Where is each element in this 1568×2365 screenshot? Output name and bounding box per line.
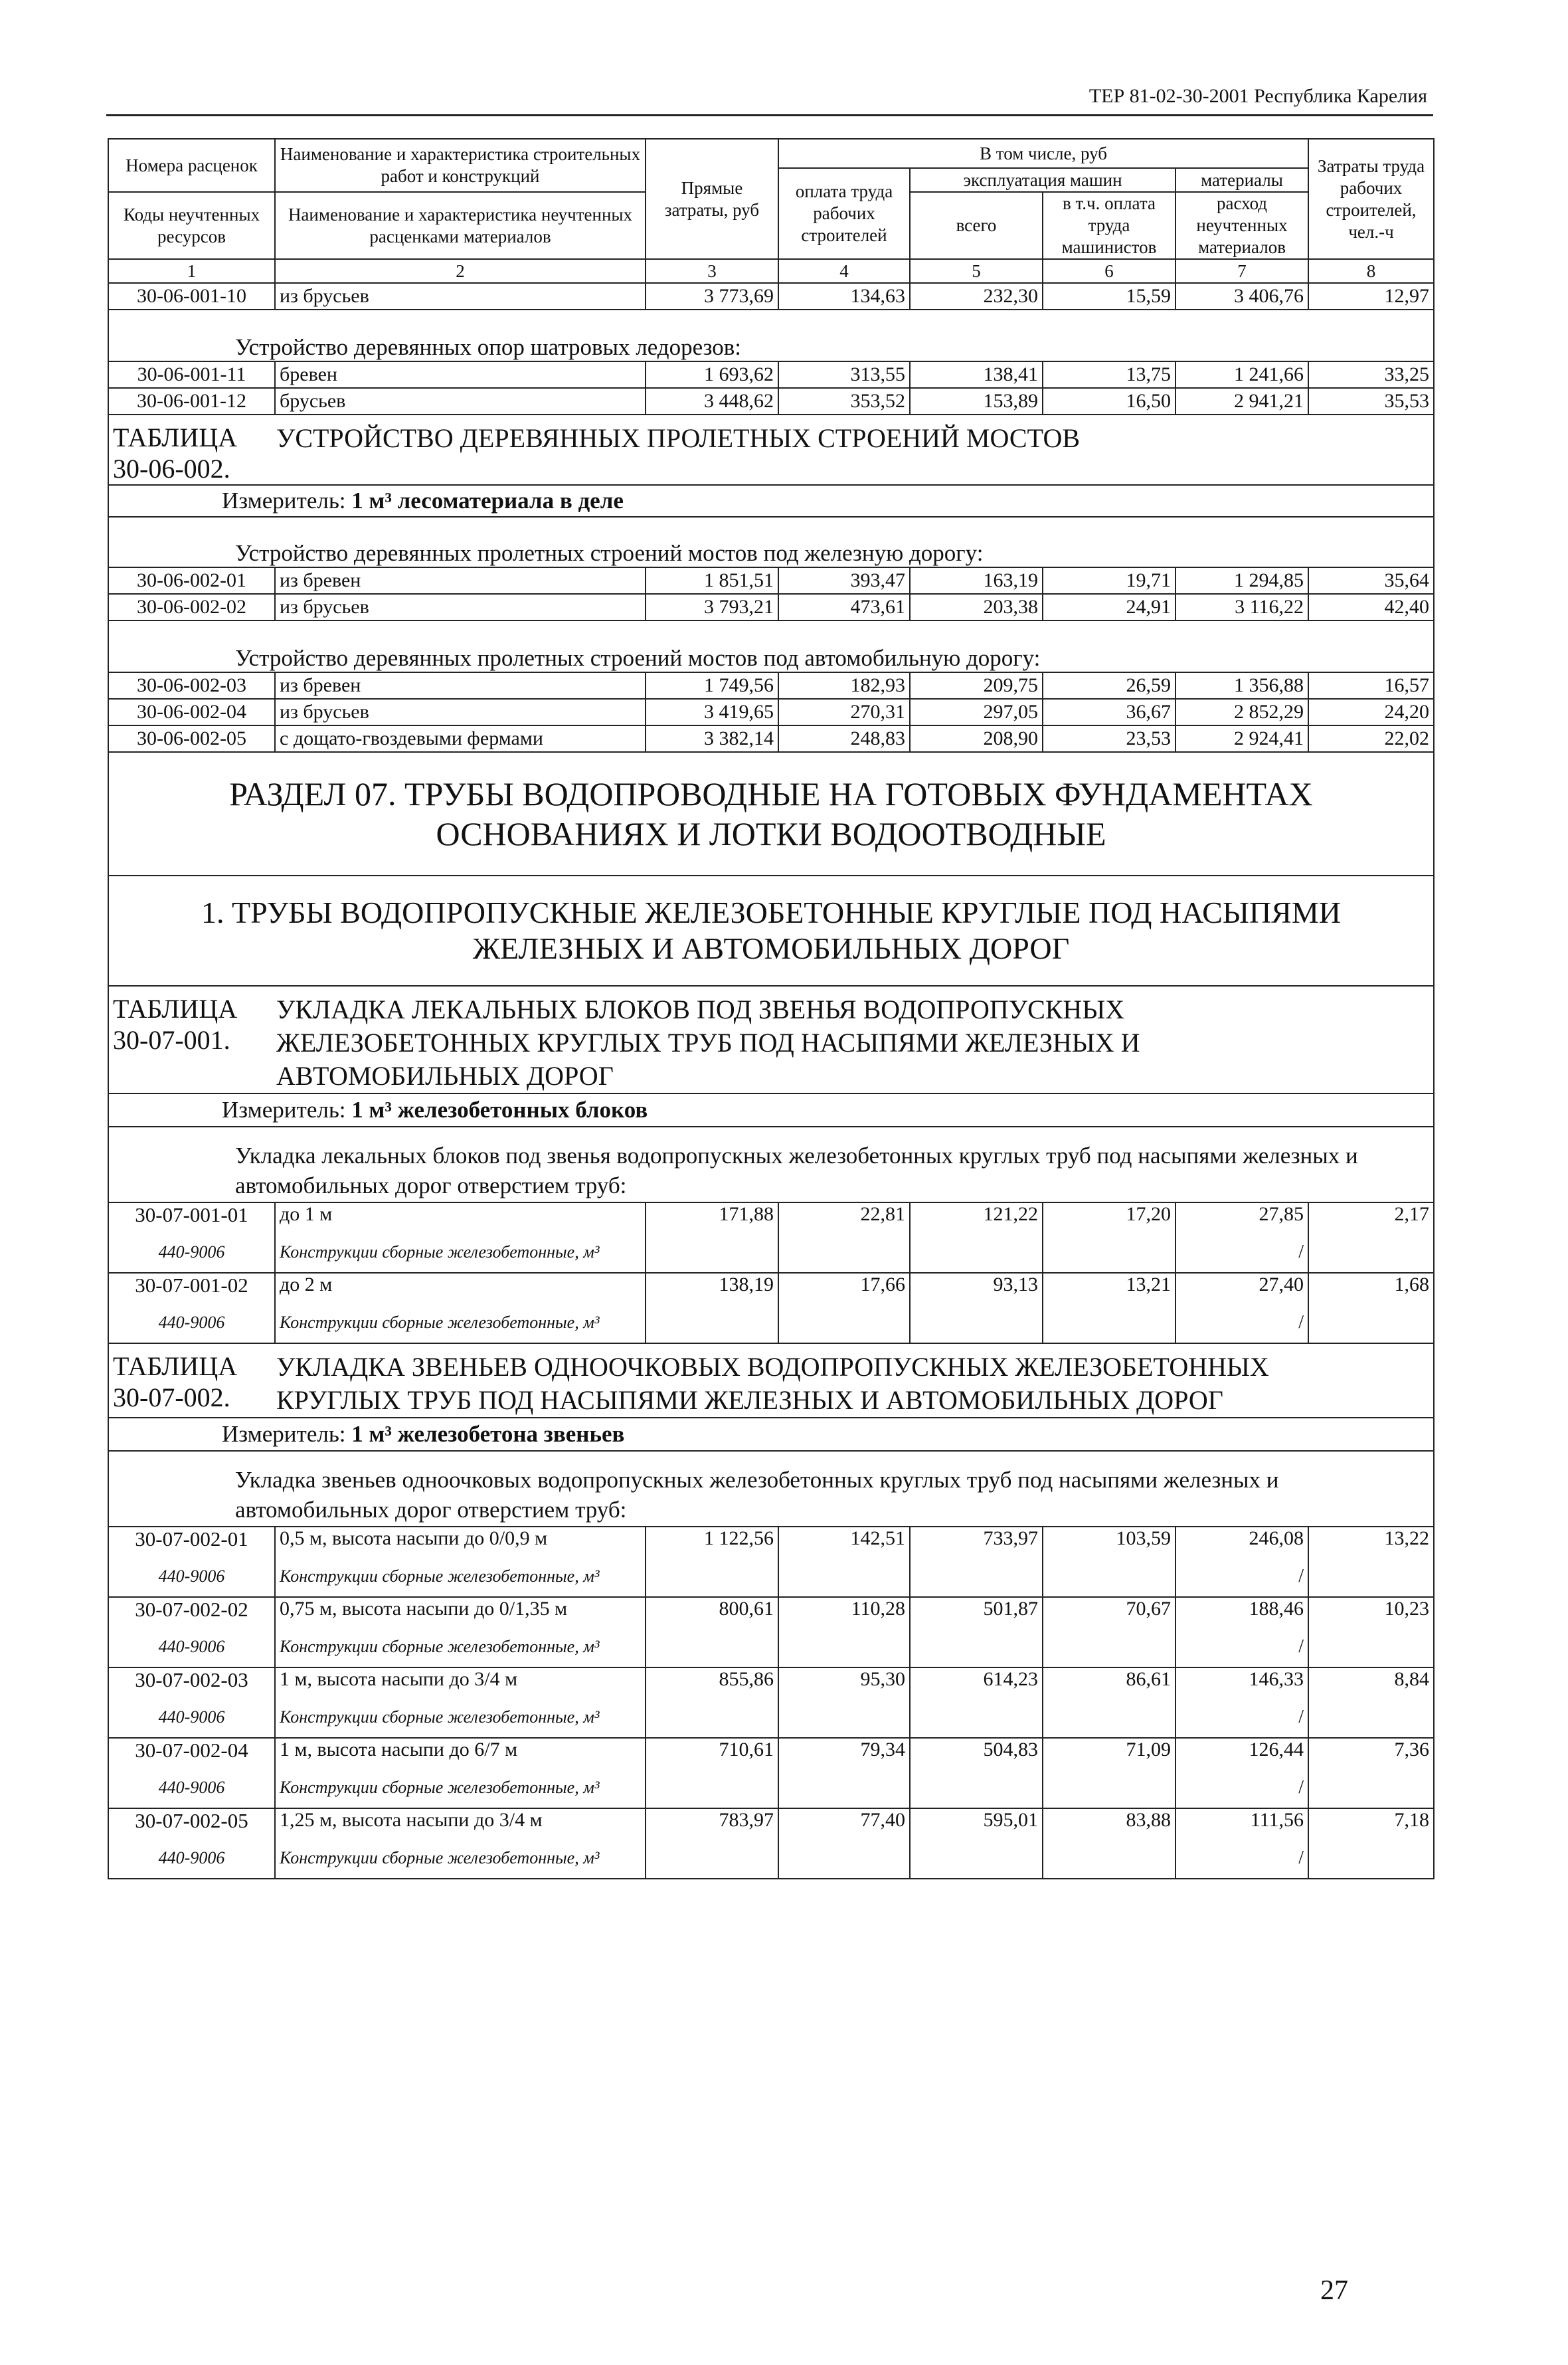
empty-cell xyxy=(646,1838,778,1879)
col-machines: эксплуатация машин xyxy=(910,168,1176,192)
materials: 111,56 xyxy=(1176,1808,1308,1838)
resource-usage: / xyxy=(1176,1232,1308,1273)
table-row xyxy=(108,1808,1434,1838)
empty-cell xyxy=(1043,1767,1176,1808)
page-number: 27 xyxy=(1320,2275,1348,2306)
meter-label: Измеритель: xyxy=(222,1421,346,1447)
empty-cell xyxy=(1043,1232,1176,1273)
materials: 1 294,85 xyxy=(1176,567,1308,594)
resource-code: 440-9006 xyxy=(108,1556,275,1597)
rate-code: 30-06-002-04 xyxy=(108,699,275,725)
column-numbers-row xyxy=(108,259,1434,283)
work-name: 0,75 м, высота насыпи до 0/1,35 м xyxy=(275,1597,646,1626)
resource-name: Конструкции сборные железобетонные, м³ xyxy=(275,1838,646,1879)
labor-hours: 1,68 xyxy=(1308,1273,1434,1302)
empty-cell xyxy=(646,1232,778,1273)
machines-total: 203,38 xyxy=(910,594,1043,620)
empty-cell xyxy=(910,1838,1043,1879)
direct-cost: 3 419,65 xyxy=(646,699,778,725)
machines-labor: 13,21 xyxy=(1043,1273,1176,1302)
direct-cost: 171,88 xyxy=(646,1202,778,1232)
table-row xyxy=(108,567,1434,594)
empty-cell xyxy=(910,1767,1043,1808)
col-name-top: Наименование и характеристика строительных работ и конструкций xyxy=(275,139,646,192)
machines-total: 733,97 xyxy=(910,1527,1043,1556)
labor-pay: 22,81 xyxy=(778,1202,910,1232)
materials: 2 941,21 xyxy=(1176,388,1308,415)
group-title: Укладка лекальных блоков под звенья водопропускных железобетонных круглых труб под насыпями железных и автомобильных дорог отверстием труб: xyxy=(108,1127,1434,1202)
materials: 1 356,88 xyxy=(1176,672,1308,699)
col-code-top: Номера расценок xyxy=(108,139,275,192)
table-row xyxy=(108,1597,1434,1626)
empty-cell xyxy=(778,1232,910,1273)
machines-total: 504,83 xyxy=(910,1738,1043,1767)
empty-cell xyxy=(778,1767,910,1808)
labor-hours: 7,18 xyxy=(1308,1808,1434,1838)
price-table xyxy=(108,138,1435,1879)
meter xyxy=(108,485,1434,517)
meter-value: 1 м³ железобетона звеньев xyxy=(351,1421,625,1447)
resource-row xyxy=(108,1556,1434,1597)
rate-code: 30-07-002-05 xyxy=(108,1808,275,1838)
empty-cell xyxy=(1043,1838,1176,1879)
machines-total: 595,01 xyxy=(910,1808,1043,1838)
labor-pay: 393,47 xyxy=(778,567,910,594)
direct-cost: 3 382,14 xyxy=(646,725,778,752)
empty-cell xyxy=(778,1697,910,1738)
direct-cost: 710,61 xyxy=(646,1738,778,1767)
machines-labor: 16,50 xyxy=(1043,388,1176,415)
group-title: Устройство деревянных пролетных строений мостов под железную дорогу: xyxy=(108,517,1434,567)
resource-name: Конструкции сборные железобетонные, м³ xyxy=(275,1697,646,1738)
table-heading: УКЛАДКА ЛЕКАЛЬНЫХ БЛОКОВ ПОД ЗВЕНЬЯ ВОДОПРОПУСКНЫХ ЖЕЛЕЗОБЕТОННЫХ КРУГЛЫХ ТРУБ ПОД НАСЫПЯМИ ЖЕЛЕЗНЫХ И АВТОМОБИЛЬНЫХ ДОРОГ xyxy=(276,994,1140,1091)
machines-labor: 15,59 xyxy=(1043,283,1176,310)
table-title-row xyxy=(108,986,1434,1093)
work-name: 1,25 м, высота насыпи до 3/4 м xyxy=(275,1808,646,1838)
machines-labor: 36,67 xyxy=(1043,699,1176,725)
labor-hours: 42,40 xyxy=(1308,594,1434,620)
labor-pay: 270,31 xyxy=(778,699,910,725)
meter-row xyxy=(108,1093,1434,1127)
labor-pay: 110,28 xyxy=(778,1597,910,1626)
materials: 1 241,66 xyxy=(1176,361,1308,388)
col-name-bottom: Наименование и характеристика неучтенных расценками материалов xyxy=(275,192,646,259)
work-name: брусьев xyxy=(275,388,646,415)
direct-cost: 138,19 xyxy=(646,1273,778,1302)
group-heading-row xyxy=(108,620,1434,672)
labor-pay: 248,83 xyxy=(778,725,910,752)
labor-hours: 33,25 xyxy=(1308,361,1434,388)
materials: 27,85 xyxy=(1176,1202,1308,1232)
table-row xyxy=(108,1273,1434,1302)
section-row xyxy=(108,752,1434,876)
table-label: ТАБЛИЦА 30-07-002. xyxy=(113,1351,238,1412)
empty-cell xyxy=(910,1626,1043,1667)
resource-name: Конструкции сборные железобетонные, м³ xyxy=(275,1767,646,1808)
empty-cell xyxy=(646,1302,778,1343)
materials: 126,44 xyxy=(1176,1738,1308,1767)
rate-code: 30-06-002-03 xyxy=(108,672,275,699)
work-name: до 2 м xyxy=(275,1273,646,1302)
materials: 27,40 xyxy=(1176,1273,1308,1302)
rate-code: 30-06-001-11 xyxy=(108,361,275,388)
machines-total: 138,41 xyxy=(910,361,1043,388)
machines-total: 232,30 xyxy=(910,283,1043,310)
direct-cost: 783,97 xyxy=(646,1808,778,1838)
rate-code: 30-06-002-01 xyxy=(108,567,275,594)
machines-labor: 86,61 xyxy=(1043,1667,1176,1697)
table-title xyxy=(108,415,1434,485)
table-row xyxy=(108,699,1434,725)
empty-cell xyxy=(1308,1697,1434,1738)
group-heading-row xyxy=(108,310,1434,361)
col-number: 7 xyxy=(1176,259,1308,283)
empty-cell xyxy=(1308,1302,1434,1343)
col-number: 8 xyxy=(1308,259,1434,283)
machines-labor: 103,59 xyxy=(1043,1527,1176,1556)
group-heading-row xyxy=(108,1127,1434,1202)
empty-cell xyxy=(778,1626,910,1667)
labor-hours: 13,22 xyxy=(1308,1527,1434,1556)
machines-total: 153,89 xyxy=(910,388,1043,415)
meter-row xyxy=(108,485,1434,517)
rate-code: 30-07-001-02 xyxy=(108,1273,275,1302)
group-title: Устройство деревянных опор шатровых ледорезов: xyxy=(108,310,1434,361)
header-rule xyxy=(106,114,1433,116)
machines-labor: 13,75 xyxy=(1043,361,1176,388)
section-title-line: ОСНОВАНИЯХ И ЛОТКИ ВОДООТВОДНЫЕ xyxy=(436,815,1106,852)
empty-cell xyxy=(1308,1767,1434,1808)
col-machines-total: всего xyxy=(910,192,1043,259)
table-row xyxy=(108,594,1434,620)
empty-cell xyxy=(778,1302,910,1343)
resource-row xyxy=(108,1838,1434,1879)
meter-label: Измеритель: xyxy=(222,1097,346,1123)
labor-hours: 35,64 xyxy=(1308,567,1434,594)
resource-usage: / xyxy=(1176,1556,1308,1597)
resource-code: 440-9006 xyxy=(108,1232,275,1273)
resource-code: 440-9006 xyxy=(108,1838,275,1879)
machines-labor: 19,71 xyxy=(1043,567,1176,594)
meter-value: 1 м³ железобетонных блоков xyxy=(351,1097,648,1123)
labor-pay: 142,51 xyxy=(778,1527,910,1556)
meter xyxy=(108,1093,1434,1127)
labor-hours: 35,53 xyxy=(1308,388,1434,415)
empty-cell xyxy=(1043,1302,1176,1343)
materials: 188,46 xyxy=(1176,1597,1308,1626)
materials: 2 852,29 xyxy=(1176,699,1308,725)
resource-code: 440-9006 xyxy=(108,1626,275,1667)
table-row xyxy=(108,1202,1434,1232)
labor-pay: 134,63 xyxy=(778,283,910,310)
work-name: из бревен xyxy=(275,672,646,699)
empty-cell xyxy=(910,1232,1043,1273)
labor-hours: 8,84 xyxy=(1308,1667,1434,1697)
labor-pay: 79,34 xyxy=(778,1738,910,1767)
empty-cell xyxy=(1308,1232,1434,1273)
resource-row xyxy=(108,1302,1434,1343)
resource-usage: / xyxy=(1176,1302,1308,1343)
labor-pay: 77,40 xyxy=(778,1808,910,1838)
resource-row xyxy=(108,1232,1434,1273)
table-row xyxy=(108,388,1434,415)
table-row xyxy=(108,361,1434,388)
rate-code: 30-07-002-04 xyxy=(108,1738,275,1767)
table-label: ТАБЛИЦА 30-06-002. xyxy=(113,423,238,484)
machines-total: 93,13 xyxy=(910,1273,1043,1302)
section-title xyxy=(108,752,1434,876)
group-heading-row xyxy=(108,517,1434,567)
materials: 146,33 xyxy=(1176,1667,1308,1697)
machines-labor: 17,20 xyxy=(1043,1202,1176,1232)
table-title-row xyxy=(108,1343,1434,1418)
table-label: ТАБЛИЦА 30-07-001. xyxy=(113,994,238,1055)
machines-labor: 24,91 xyxy=(1043,594,1176,620)
table-title xyxy=(108,986,1434,1093)
labor-pay: 182,93 xyxy=(778,672,910,699)
rate-code: 30-06-002-05 xyxy=(108,725,275,752)
empty-cell xyxy=(910,1302,1043,1343)
work-name: из брусьев xyxy=(275,594,646,620)
empty-cell xyxy=(778,1556,910,1597)
resource-usage: / xyxy=(1176,1838,1308,1879)
col-materials: материалы xyxy=(1176,168,1308,192)
machines-labor: 23,53 xyxy=(1043,725,1176,752)
work-name: из брусьев xyxy=(275,283,646,310)
labor-pay: 353,52 xyxy=(778,388,910,415)
resource-name: Конструкции сборные железобетонные, м³ xyxy=(275,1626,646,1667)
machines-labor: 71,09 xyxy=(1043,1738,1176,1767)
table-heading: УСТРОЙСТВО ДЕРЕВЯННЫХ ПРОЛЕТНЫХ СТРОЕНИЙ МОСТОВ xyxy=(276,423,1081,453)
col-labor-cost: Затраты труда рабочих строителей, чел.-ч xyxy=(1308,139,1434,259)
col-labor-pay: оплата труда рабочих строителей xyxy=(778,168,910,259)
rate-code: 30-07-002-01 xyxy=(108,1527,275,1556)
resource-usage: / xyxy=(1176,1626,1308,1667)
machines-total: 208,90 xyxy=(910,725,1043,752)
direct-cost: 855,86 xyxy=(646,1667,778,1697)
rate-code: 30-06-001-12 xyxy=(108,388,275,415)
direct-cost: 3 793,21 xyxy=(646,594,778,620)
work-name: с дощато-гвоздевыми фермами xyxy=(275,725,646,752)
col-number: 4 xyxy=(778,259,910,283)
labor-pay: 473,61 xyxy=(778,594,910,620)
machines-total: 163,19 xyxy=(910,567,1043,594)
machines-labor: 83,88 xyxy=(1043,1808,1176,1838)
machines-total: 501,87 xyxy=(910,1597,1043,1626)
labor-hours: 2,17 xyxy=(1308,1202,1434,1232)
machines-labor: 70,67 xyxy=(1043,1597,1176,1626)
empty-cell xyxy=(1043,1556,1176,1597)
work-name: из бревен xyxy=(275,567,646,594)
resource-code: 440-9006 xyxy=(108,1697,275,1738)
section-title-line: РАЗДЕЛ 07. ТРУБЫ ВОДОПРОВОДНЫЕ НА ГОТОВЫХ ФУНДАМЕНТАХ xyxy=(229,775,1313,812)
subsection-title xyxy=(108,876,1434,986)
materials: 246,08 xyxy=(1176,1527,1308,1556)
resource-row xyxy=(108,1626,1434,1667)
empty-cell xyxy=(1308,1626,1434,1667)
rate-code: 30-07-001-01 xyxy=(108,1202,275,1232)
labor-hours: 24,20 xyxy=(1308,699,1434,725)
empty-cell xyxy=(1308,1838,1434,1879)
table-row xyxy=(108,725,1434,752)
rate-code: 30-07-002-02 xyxy=(108,1597,275,1626)
empty-cell xyxy=(1043,1697,1176,1738)
header-row-1 xyxy=(108,139,1434,168)
direct-cost: 1 693,62 xyxy=(646,361,778,388)
resource-usage: / xyxy=(1176,1697,1308,1738)
subsection-title-line: ЖЕЛЕЗНЫХ И АВТОМОБИЛЬНЫХ ДОРОГ xyxy=(472,931,1070,965)
table-row xyxy=(108,283,1434,310)
col-number: 6 xyxy=(1043,259,1176,283)
work-name: до 1 м xyxy=(275,1202,646,1232)
subsection-title-line: 1. ТРУБЫ ВОДОПРОПУСКНЫЕ ЖЕЛЕЗОБЕТОННЫЕ КРУГЛЫЕ ПОД НАСЫПЯМИ xyxy=(201,896,1341,929)
table-07-002-rows xyxy=(108,1527,1434,1879)
labor-hours: 7,36 xyxy=(1308,1738,1434,1767)
group-title: Укладка звеньев одноочковых водопропускных железобетонных круглых труб под насыпями железных и автомобильных дорог отверстием труб: xyxy=(108,1451,1434,1527)
labor-pay: 95,30 xyxy=(778,1667,910,1697)
empty-cell xyxy=(646,1697,778,1738)
machines-total: 209,75 xyxy=(910,672,1043,699)
col-direct: Прямые затраты, руб xyxy=(646,139,778,259)
empty-cell xyxy=(646,1556,778,1597)
table-row xyxy=(108,672,1434,699)
table-07-001-rows xyxy=(108,1202,1434,1343)
work-name: 1 м, высота насыпи до 3/4 м xyxy=(275,1667,646,1697)
meter-label: Измеритель: xyxy=(222,488,346,514)
table-row xyxy=(108,1738,1434,1767)
machines-total: 614,23 xyxy=(910,1667,1043,1697)
col-including: В том числе, руб xyxy=(778,139,1308,168)
table-row xyxy=(108,1667,1434,1697)
resource-code: 440-9006 xyxy=(108,1302,275,1343)
empty-cell xyxy=(910,1556,1043,1597)
resource-row xyxy=(108,1767,1434,1808)
group-title: Устройство деревянных пролетных строений мостов под автомобильную дорогу: xyxy=(108,620,1434,672)
direct-cost: 1 851,51 xyxy=(646,567,778,594)
col-materials-usage: расход неучтенных материалов xyxy=(1176,192,1308,259)
materials: 2 924,41 xyxy=(1176,725,1308,752)
labor-hours: 10,23 xyxy=(1308,1597,1434,1626)
col-number: 3 xyxy=(646,259,778,283)
meter-value: 1 м³ лесоматериала в деле xyxy=(351,488,624,514)
col-number: 5 xyxy=(910,259,1043,283)
direct-cost: 1 122,56 xyxy=(646,1527,778,1556)
resource-usage: / xyxy=(1176,1767,1308,1808)
machines-total: 121,22 xyxy=(910,1202,1043,1232)
resource-name: Конструкции сборные железобетонные, м³ xyxy=(275,1232,646,1273)
work-name: из брусьев xyxy=(275,699,646,725)
direct-cost: 3 448,62 xyxy=(646,388,778,415)
empty-cell xyxy=(1043,1626,1176,1667)
direct-cost: 3 773,69 xyxy=(646,283,778,310)
meter-row xyxy=(108,1418,1434,1451)
meter xyxy=(108,1418,1434,1451)
materials: 3 116,22 xyxy=(1176,594,1308,620)
group-heading-row xyxy=(108,1451,1434,1527)
subsection-row xyxy=(108,876,1434,986)
resource-code: 440-9006 xyxy=(108,1767,275,1808)
direct-cost: 1 749,56 xyxy=(646,672,778,699)
col-code-bottom: Коды неучтенных ресурсов xyxy=(108,192,275,259)
rate-code: 30-07-002-03 xyxy=(108,1667,275,1697)
empty-cell xyxy=(1308,1556,1434,1597)
empty-cell xyxy=(778,1838,910,1879)
table-07-002-header xyxy=(108,1343,1434,1527)
empty-cell xyxy=(910,1697,1043,1738)
machines-labor: 26,59 xyxy=(1043,672,1176,699)
machines-total: 297,05 xyxy=(910,699,1043,725)
rate-code: 30-06-002-02 xyxy=(108,594,275,620)
labor-hours: 12,97 xyxy=(1308,283,1434,310)
document-header: ТЕР 81-02-30-2001 Республика Карелия xyxy=(1089,85,1427,107)
resource-name: Конструкции сборные железобетонные, м³ xyxy=(275,1302,646,1343)
resource-row xyxy=(108,1697,1434,1738)
table-heading: УКЛАДКА ЗВЕНЬЕВ ОДНООЧКОВЫХ ВОДОПРОПУСКНЫХ ЖЕЛЕЗОБЕТОННЫХ КРУГЛЫХ ТРУБ ПОД НАСЫПЯМИ ЖЕЛЕЗНЫХ И АВТОМОБИЛЬНЫХ ДОРОГ xyxy=(276,1352,1269,1415)
direct-cost: 800,61 xyxy=(646,1597,778,1626)
labor-hours: 22,02 xyxy=(1308,725,1434,752)
labor-pay: 313,55 xyxy=(778,361,910,388)
labor-hours: 16,57 xyxy=(1308,672,1434,699)
work-name: 1 м, высота насыпи до 6/7 м xyxy=(275,1738,646,1767)
rate-code: 30-06-001-10 xyxy=(108,283,275,310)
work-name: 0,5 м, высота насыпи до 0/0,9 м xyxy=(275,1527,646,1556)
work-name: бревен xyxy=(275,361,646,388)
materials: 3 406,76 xyxy=(1176,283,1308,310)
col-number: 2 xyxy=(275,259,646,283)
col-machines-labor: в т.ч. оплата труда машинистов xyxy=(1043,192,1176,259)
resource-name: Конструкции сборные железобетонные, м³ xyxy=(275,1556,646,1597)
empty-cell xyxy=(646,1767,778,1808)
table-row xyxy=(108,1527,1434,1556)
table-title xyxy=(108,1343,1434,1418)
empty-cell xyxy=(646,1626,778,1667)
col-number: 1 xyxy=(108,259,275,283)
labor-pay: 17,66 xyxy=(778,1273,910,1302)
table-title-row xyxy=(108,415,1434,485)
